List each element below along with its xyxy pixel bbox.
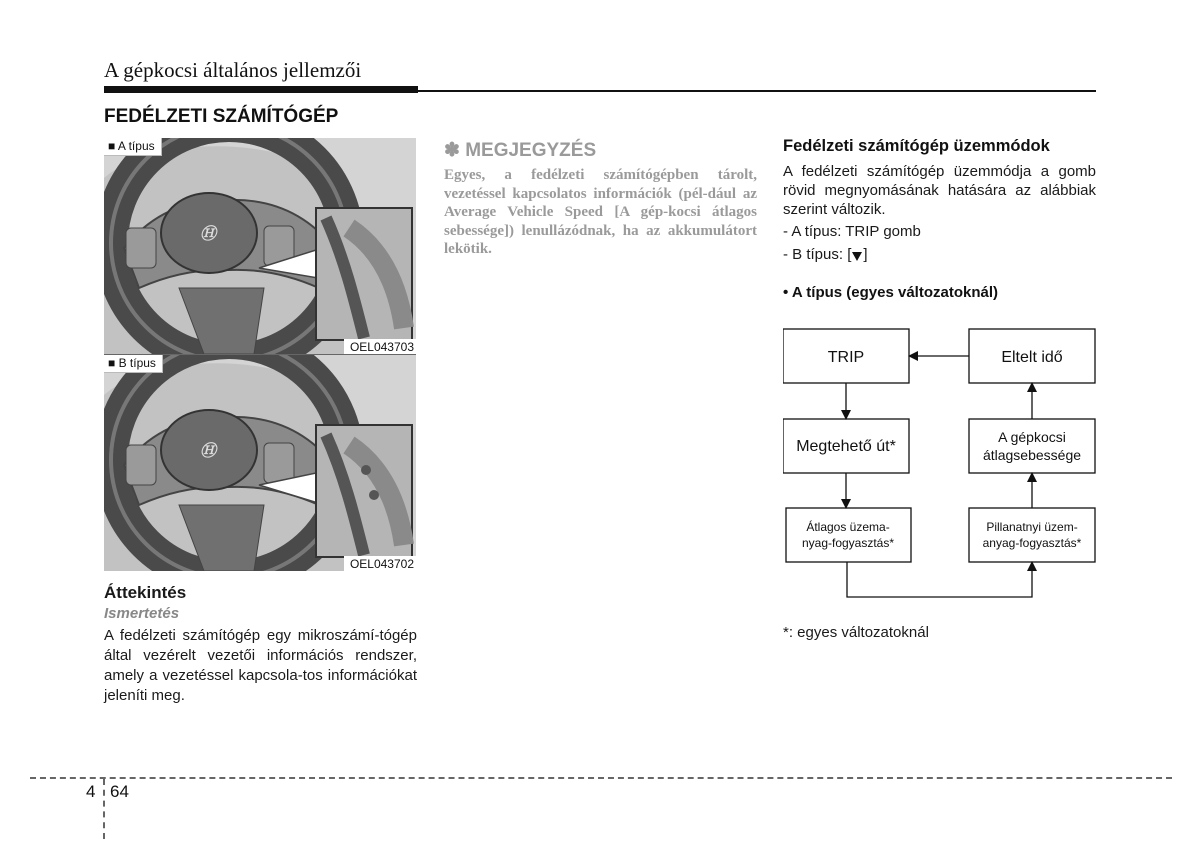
list-item-label: B típus: [ [792, 246, 852, 263]
note-text: Egyes, a fedélzeti számítógépben tárolt, vezetéssel kapcsolatos információk (pél-dául az Average Vehicle Speed [A gép-kocsi átlagos sebessége]) lenullázódnak, ha az akkumulátort lekötik. [444, 167, 757, 257]
footer-rule [30, 777, 1172, 779]
figure-b-code: OEL043702 [344, 556, 416, 571]
figure-a-tag: ■ A típus [104, 138, 162, 156]
overview-subheading: Ismertetés [104, 605, 180, 622]
steering-wheel-a-illustration [104, 138, 416, 354]
svg-text:Ⓗ: Ⓗ [200, 443, 217, 460]
node-avg-speed [969, 419, 1095, 473]
node-avg-speed-label-2: átlagsebessége [982, 447, 1082, 463]
chapter-number: 4 [86, 782, 96, 801]
figure-a-code: OEL043703 [344, 339, 416, 354]
steering-wheel-b-illustration [104, 355, 416, 571]
node-avg-fuel-label-1: Átlagos üzema- [806, 520, 890, 534]
overview-heading: Áttekintés [104, 583, 187, 602]
node-inst-fuel [969, 508, 1095, 562]
flowchart [783, 320, 1103, 605]
node-elapsed-label: Eltelt idő [1001, 349, 1063, 366]
modes-title: Fedélzeti számítógép üzemmódok [783, 137, 1050, 155]
overview-paragraph: A fedélzeti számítógép egy mikroszámí-tógép által vezérelt vezetői információs rendszer, amely a vezetéssel kapcsola-tos információkat jeleníti meg. [104, 627, 417, 704]
node-inst-fuel-label-1: Pillanatnyi üzem- [986, 520, 1078, 534]
section-title: FEDÉLZETI SZÁMÍTÓGÉP [104, 106, 339, 127]
list-item [783, 243, 921, 269]
list-item [783, 220, 921, 243]
flowchart-footnote: *: egyes változatoknál [783, 624, 929, 641]
running-header: A gépkocsi általános jellemzői [104, 58, 362, 82]
node-inst-fuel-label-2: anyag-fogyasztás* [982, 536, 1082, 550]
node-avg-speed-label-1: A gépkocsi [998, 429, 1066, 445]
footer-divider [103, 779, 105, 839]
node-trip-label: TRIP [827, 349, 865, 366]
steering-wheel-figure-a [104, 138, 416, 354]
down-triangle-icon [851, 246, 863, 269]
node-avg-fuel [786, 508, 911, 562]
steering-wheel-figure-b [104, 355, 416, 571]
svg-text:Ⓗ: Ⓗ [200, 226, 217, 243]
list-item-label: A típus: TRIP gomb [791, 223, 921, 240]
figure-b-tag: ■ B típus [104, 355, 163, 373]
list-item-prefix: - [783, 246, 788, 263]
node-range-label: Megtehető út* [796, 438, 896, 455]
modes-text: A fedélzeti számítógép üzemmódja a gomb rövid megnyomásának hatására az alábbiak szerint változik. [783, 163, 1096, 218]
modes-list [783, 220, 921, 269]
page-number: 64 [110, 782, 129, 801]
list-item-suffix: ] [863, 246, 868, 263]
type-a-bullet-heading: • A típus (egyes változatoknál) [783, 284, 999, 301]
header-rule-thin [418, 90, 1096, 92]
note-title: ✽ MEGJEGYZÉS [444, 140, 597, 161]
arrow-avg-fuel-to-inst-fuel [847, 562, 1032, 597]
node-avg-fuel-label-2: nyag-fogyasztás* [801, 536, 895, 550]
list-item-prefix: - [783, 223, 788, 240]
header-rule-thick [104, 86, 418, 93]
